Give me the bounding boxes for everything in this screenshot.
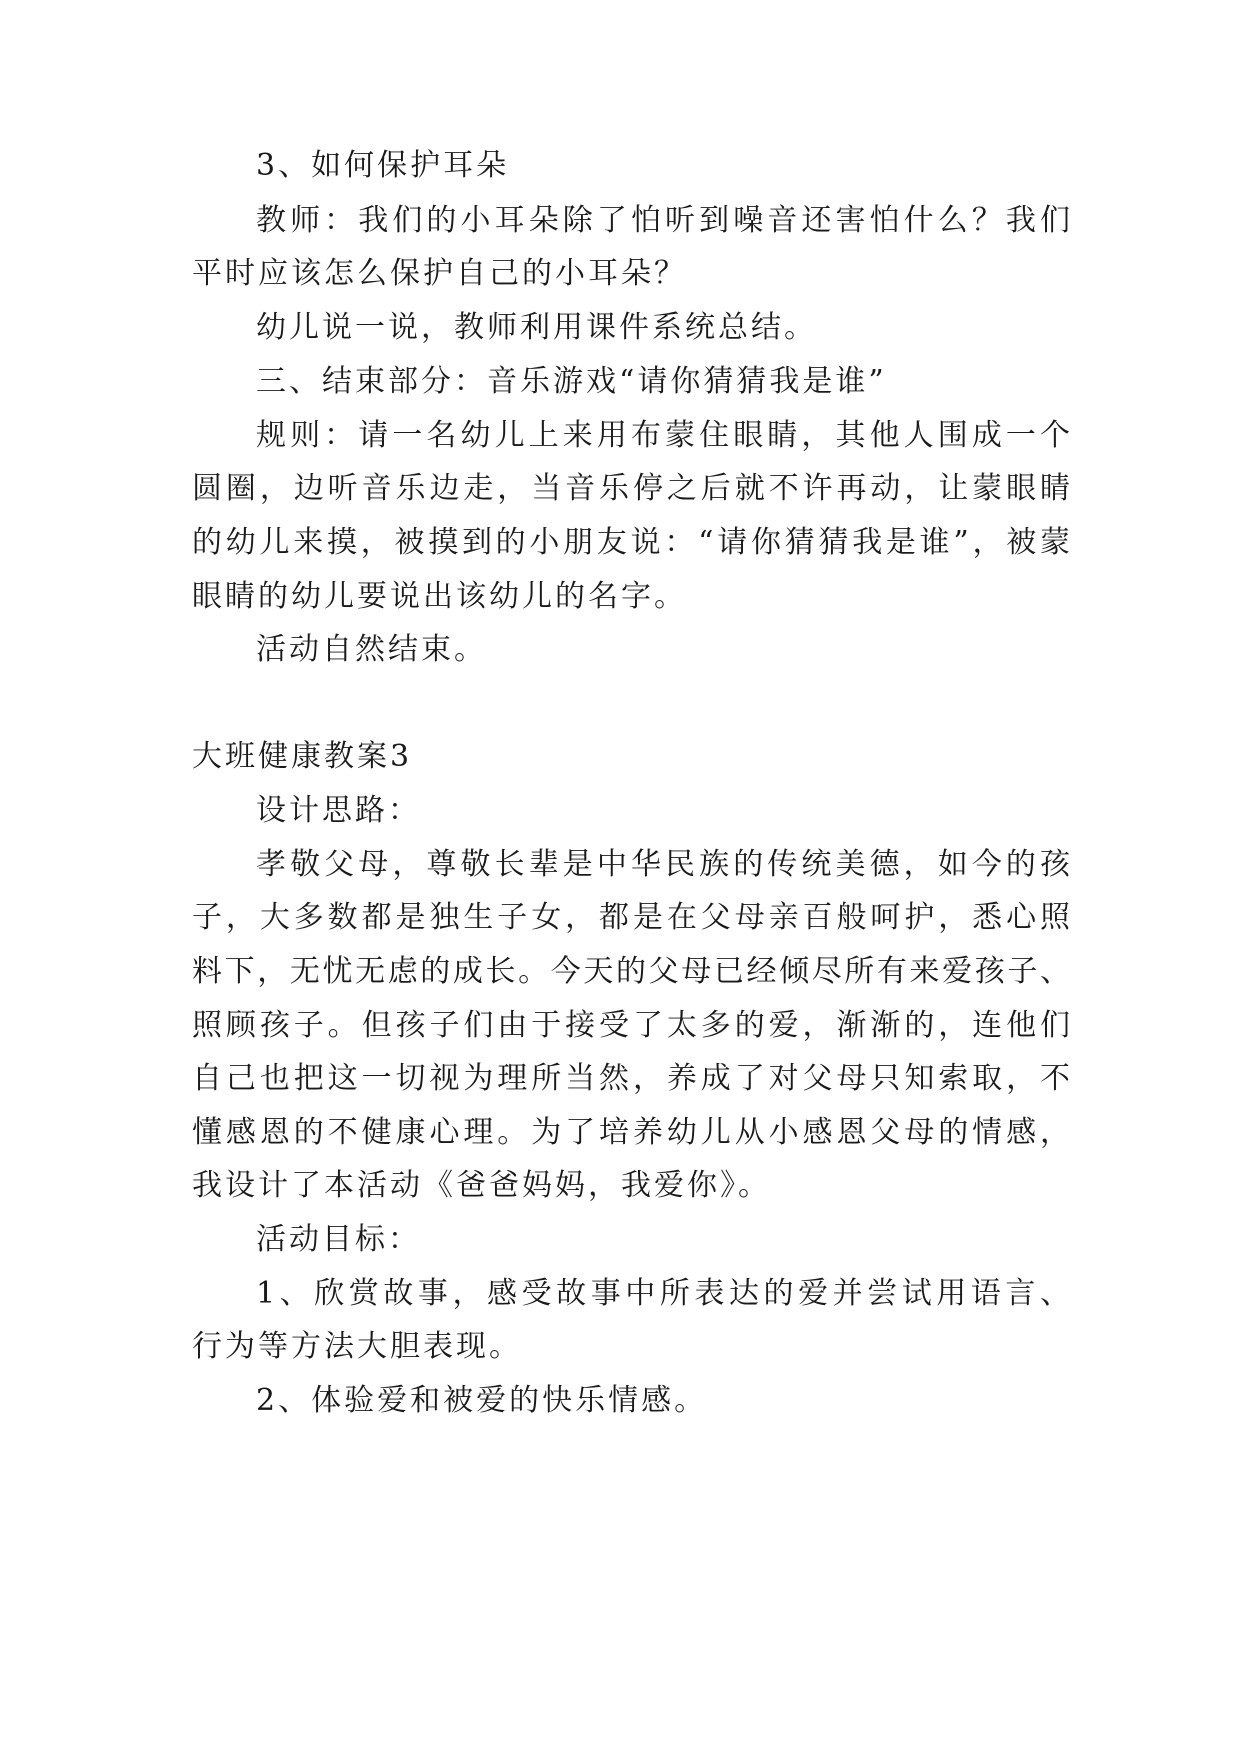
paragraph-line: 眼睛的幼儿要说出该幼儿的名字。: [192, 579, 687, 614]
goals-heading: 活动目标：: [256, 1222, 421, 1257]
ending-part-heading: 三、结束部分：音乐游戏“请你猜猜我是谁”: [256, 364, 887, 399]
paragraph-line: 我设计了本活动《爸爸妈妈，我爱你》。: [192, 1168, 771, 1203]
paragraph-line: 1、欣赏故事，感受故事中所表达的爱并尝试用语言、: [256, 1276, 1072, 1311]
paragraph-line: 行为等方法大胆表现。: [192, 1329, 522, 1364]
paragraph-line: 平时应该怎么保护自己的小耳朵？: [192, 256, 687, 291]
paragraph-line: 料下，无忧无虑的成长。今天的父母已经倾尽所有来爱孩子、: [192, 954, 1072, 989]
paragraph-line: 懂感恩的不健康心理。为了培养幼儿从小感恩父母的情感，: [192, 1115, 1072, 1150]
paragraph-line: 圆圈，边听音乐边走，当音乐停之后就不许再动，让蒙眼睛: [192, 471, 1072, 506]
heading-protect-ears: 3、如何保护耳朵: [256, 148, 510, 183]
paragraph-line: 子，大多数都是独生子女，都是在父母亲百般呵护，悉心照: [192, 900, 1072, 935]
paragraph-line: 自己也把这一切视为理所当然，养成了对父母只知索取，不: [192, 1061, 1072, 1096]
paragraph-line: 孝敬父母，尊敬长辈是中华民族的传统美德，如今的孩: [256, 847, 1072, 882]
paragraph-line: 活动自然结束。: [256, 632, 487, 667]
paragraph-line: 规则：请一名幼儿上来用布蒙住眼睛，其他人围成一个: [256, 418, 1072, 453]
paragraph-line: 2、体验爱和被爱的快乐情感。: [256, 1383, 708, 1418]
paragraph-line: 幼儿说一说，教师利用课件系统总结。: [256, 310, 817, 345]
paragraph-line: 教师：我们的小耳朵除了怕听到噪音还害怕什么？我们: [256, 203, 1072, 238]
paragraph-line: 的幼儿来摸，被摸到的小朋友说：“请你猜猜我是谁”，被蒙: [192, 525, 1072, 560]
section-title: 大班健康教案3: [192, 739, 413, 774]
design-heading: 设计思路：: [256, 793, 421, 828]
paragraph-line: 照顾孩子。但孩子们由于接受了太多的爱，渐渐的，连他们: [192, 1008, 1072, 1043]
